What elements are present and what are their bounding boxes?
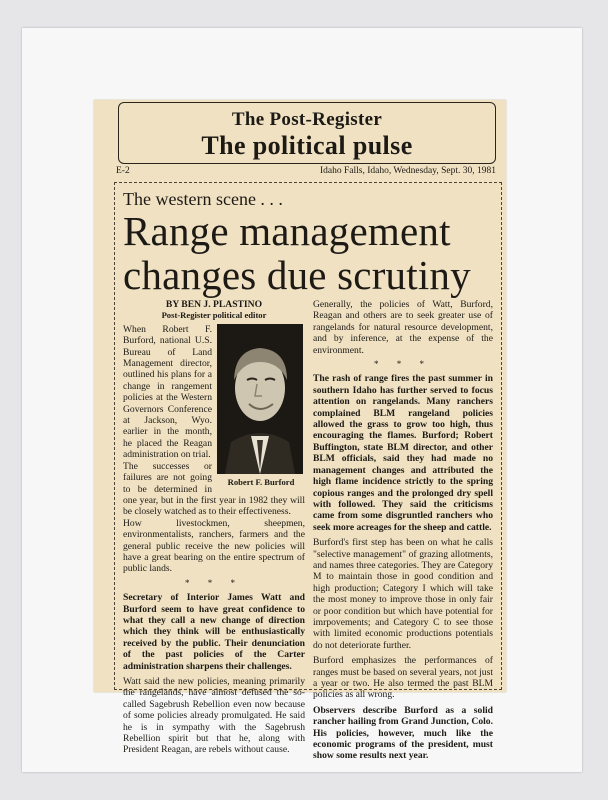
lead-paragraph: When Robert F. Burford, national U.S. Bureau of Land Management director, outlined his plans for a change in rangement policies at the Western Governors Conference at Jackson, Wyo. earlier in the month, he placed the Reagan administration on trial.	[123, 323, 212, 461]
bold-paragraph: The rash of range fires the past summer in southern Idaho has further served to focus attention on rangelands. Many ranchers complained BLM rangeland policies allowed the grass to grow too high, thus encouraging the flames. Burford; Robert Buffington, state BLM director, and other BLM officials, said they had made no management changes and attributed the high flame incidence strictly to the spring copious ranges and the prolonged dry spell with followed. They said the criticisms came from some disgruntled ranchers who seek more acreages for the sheep and cattle.	[313, 373, 493, 533]
portrait-photo	[217, 324, 303, 474]
paragraph: Watt said the new policies, meaning primarily the rangelands, have almost defused the so-called Sagebrush Rebellion even now because of some policies already promulgated. He said he is in sympathy with the Sagebrush Rebellion spirit but that he, along with President Reagan, are rebels without cause.	[123, 676, 305, 756]
byline: BY BEN J. PLASTINO	[165, 299, 263, 310]
newspaper-clipping	[94, 100, 506, 762]
article	[114, 182, 502, 762]
photo-block	[217, 324, 305, 488]
paragraph: Generally, the policies of Watt, Burford, Reagan and others are to seek greater use of rangelands for natural resource development, and by inference, at the expense of the environment.	[313, 299, 493, 356]
masthead	[118, 102, 496, 164]
column-right	[313, 299, 493, 762]
byline-credit: Post-Register political editor	[161, 310, 267, 321]
headline: Range management changes due scrutiny	[123, 208, 471, 298]
column-left	[123, 299, 305, 756]
section-break: * * *	[185, 577, 243, 588]
paper-name: The Post-Register	[231, 109, 383, 130]
kicker: The western scene . . .	[123, 189, 283, 209]
section-break: * * *	[374, 359, 432, 370]
paragraph: Burford's first step has been on what he calls "selective management" of grazing allotments, and names three categories. They are Category M to maintain those in good condition and high production; Category I which will take the most money to improve those in only fair or poor condition but which have potential for imrpovements; and Category C to see those with limited economic productions potentials do not deteriorate further.	[313, 537, 493, 651]
section-title: The political pulse	[201, 131, 413, 160]
paragraph: How livestockmen, sheepmen, environmentalists, ranchers, farmers and the general public receive the new policies will have a great bearing on the entire spectrum of public lands.	[123, 517, 305, 575]
dateline: Idaho Falls, Idaho, Wednesday, Sept. 30, 1981	[319, 166, 496, 176]
bold-paragraph: Secretary of Interior James Watt and Burford seem to have great confidence to what they call a new change of direction which they think will be enthusiastically received by the public. Their denunciation of the past policies of the Carter administration sharpens their challenges.	[123, 592, 305, 672]
photo-caption: Robert F. Burford	[227, 476, 295, 487]
paragraph: Burford emphasizes the performances of ranges must be based on several years, not just a year or two. He also termed the past BLM policies as all wrong.	[313, 655, 493, 701]
page-number: E-2	[116, 166, 130, 176]
bold-paragraph: Observers describe Burford as a solid rancher hailing from Grand Junction, Colo. His policies, however, much like the economic programs of the president, must show some results next year.	[313, 704, 493, 762]
paragraph: The successes or failures are not going to be determined in one year, but in the first year in 1982 they will be closely watched as to their effectiveness.	[123, 460, 305, 518]
